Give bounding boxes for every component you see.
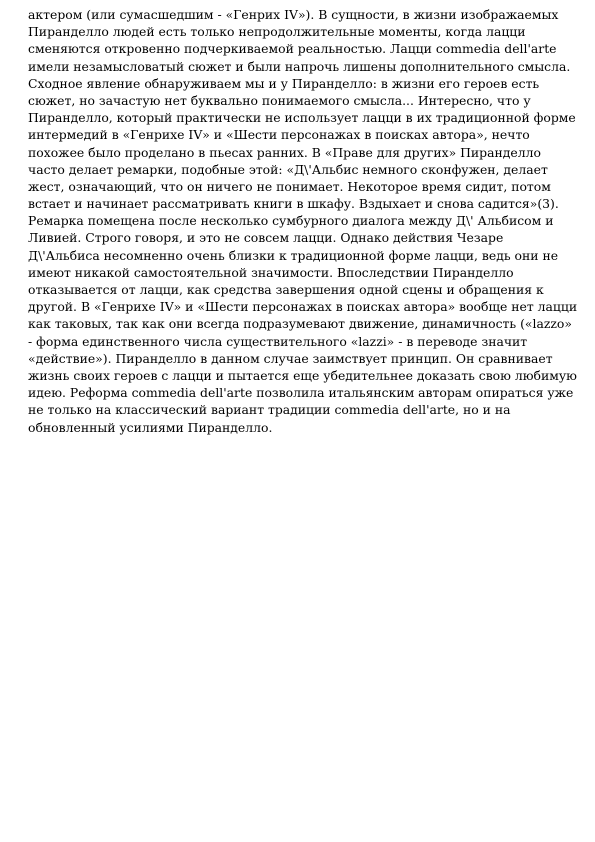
text-line: как таковых, так как они всегда подразумевают движение, динамичность («lazzo» bbox=[28, 316, 572, 332]
text-line: Ливией. Строго говоря, и это не совсем лацци. Однако действия Чезаре bbox=[28, 230, 504, 246]
text-line: встает и начинает рассматривать книги в шкафу. Вздыхает и снова садится»(3). bbox=[28, 196, 559, 212]
text-line: имели незамысловатый сюжет и были напрочь лишены дополнительного смысла. bbox=[28, 58, 571, 74]
text-line: Пиранделло людей есть только непродолжительные моменты, когда лацци bbox=[28, 24, 526, 40]
text-line: другой. В «Генрихе IV» и «Шести персонажах в поисках автора» вообще нет лацци bbox=[28, 299, 578, 315]
text-line: жест, означающий, что он ничего не понимает. Некоторое время сидит, потом bbox=[28, 178, 551, 194]
text-line: отказывается от лацци, как средства завершения одной сцены и обращения к bbox=[28, 282, 544, 297]
text-line: Сходное явление обнаруживаем мы и у Пиранделло: в жизни его героев есть bbox=[28, 75, 540, 91]
text-line: интермедий в «Генрихе IV» и «Шести персонажах в поисках автора», нечто bbox=[28, 127, 530, 143]
text-line: сюжет, но зачастую нет буквально понимаемого смысла... Интересно, что у bbox=[28, 92, 531, 108]
text-line: «действие»). Пиранделло в данном случае заимствует принцип. Он сравнивает bbox=[28, 350, 553, 366]
text-line: обновленный усилиями Пиранделло. bbox=[28, 419, 273, 435]
body-text bbox=[28, 6, 588, 436]
text-line: Пиранделло, который практически не использует лацци в их традиционной форме bbox=[28, 110, 576, 126]
text-line: идею. Реформа commedia dell'arte позволила итальянским авторам опираться уже bbox=[28, 385, 574, 401]
text-line: актером (или сумасшедшим - «Генрих IV»). В сущности, в жизни изображаемых bbox=[28, 7, 559, 22]
text-line: Д\'Альбиса несомненно очень близки к традиционной форме лацци, ведь они не bbox=[28, 247, 559, 263]
text-line: жизнь своих героев с лацци и пытается еще убедительнее доказать свою любимую bbox=[28, 367, 577, 383]
text-line: не только на классический вариант традиции commedia dell'arte, но и на bbox=[28, 402, 511, 418]
text-line: похожее было проделано в пьесах ранних. В «Праве для других» Пиранделло bbox=[28, 144, 541, 160]
text-line: Ремарка помещена после несколько сумбурного диалога между Д\' Альбисом и bbox=[28, 213, 554, 229]
text-line: - форма единственного числа существительного «lazzi» - в переводе значит bbox=[28, 333, 528, 349]
text-line: часто делает ремарки, подобные этой: «Д\'Альбис немного сконфужен, делает bbox=[28, 161, 548, 177]
text-line: сменяются откровенно подчеркиваемой реальностью. Лацци commedia dell'arte bbox=[28, 41, 557, 57]
text-line: имеют никакой самостоятельной значимости. Впоследствии Пиранделло bbox=[28, 264, 514, 280]
